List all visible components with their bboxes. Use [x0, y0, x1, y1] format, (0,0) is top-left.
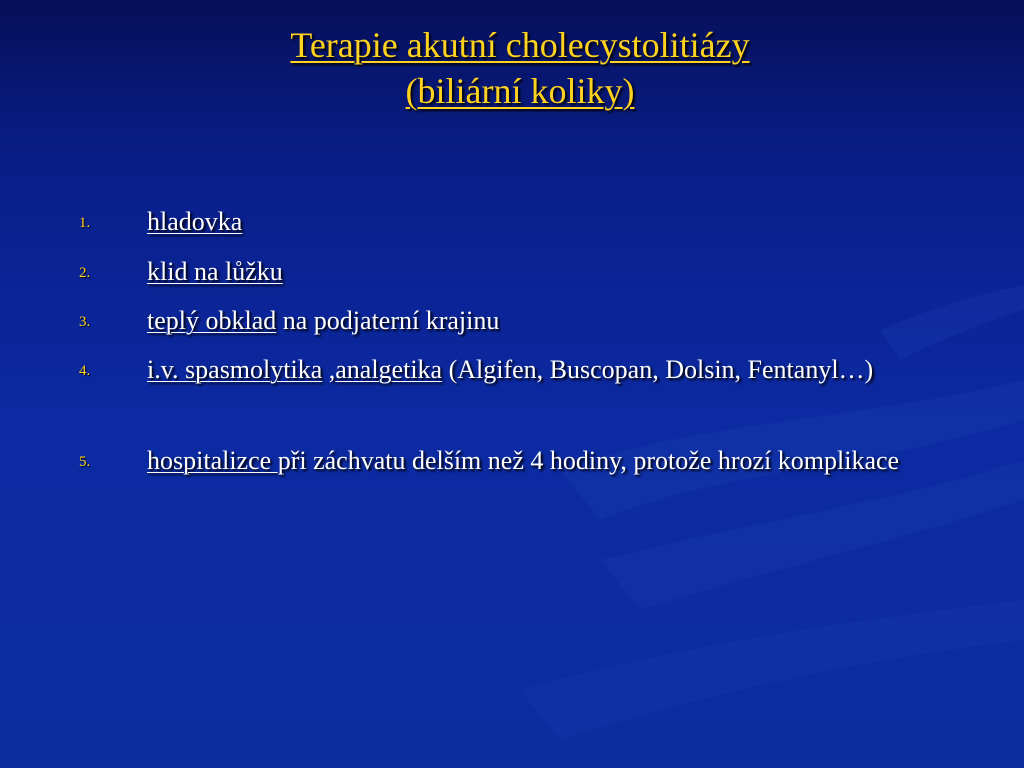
list-item-rest: na podjaterní krajinu — [276, 306, 500, 335]
list-item-number: 2. — [79, 265, 91, 281]
list-item-link-2[interactable]: analgetika — [335, 355, 443, 384]
list-item-link[interactable]: hospitalizce — [147, 446, 278, 475]
list-item-number: 1. — [79, 215, 91, 231]
list-item-text — [147, 302, 907, 339]
list-item-rest: při záchvatu delším než 4 hodiny, protože hrozí komplikace — [277, 446, 900, 475]
list-item-number: 5. — [79, 454, 91, 470]
list-item-text — [147, 442, 907, 479]
list-item-link[interactable]: teplý obklad — [147, 306, 277, 335]
list-item-separator: , — [322, 355, 336, 384]
list-item-link[interactable]: i.v. spasmolytika — [147, 355, 323, 384]
list-item-number: 4. — [79, 363, 91, 379]
slide-title-line-2: (biliární koliky) — [405, 71, 635, 111]
slide-title-line-1: Terapie akutní cholecystolitiázy — [290, 25, 750, 65]
list-item-rest: (Algifen, Buscopan, Dolsin, Fentanyl…) — [442, 355, 874, 384]
list-item-number: 3. — [79, 314, 91, 330]
list-item-link[interactable]: hladovka — [147, 207, 243, 236]
list-item-text — [147, 253, 907, 290]
list-item-text — [147, 351, 907, 388]
list-item-text — [147, 203, 907, 240]
list-item-link[interactable]: klid na lůžku — [147, 257, 283, 286]
